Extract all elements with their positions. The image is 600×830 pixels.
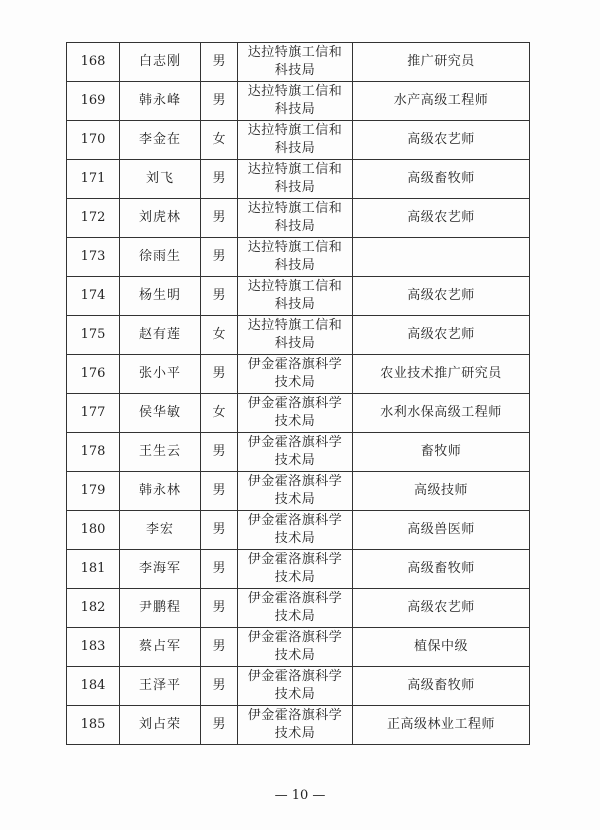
gender-cell: 男 bbox=[201, 667, 238, 706]
organization-cell bbox=[238, 238, 353, 277]
name-cell: 白志刚 bbox=[120, 43, 201, 82]
row-number-cell: 168 bbox=[67, 43, 120, 82]
professional-title-cell: 农业技术推广研究员 bbox=[353, 355, 530, 394]
row-number-cell: 182 bbox=[67, 589, 120, 628]
organization-cell bbox=[238, 316, 353, 355]
professional-title-cell: 高级农艺师 bbox=[353, 589, 530, 628]
gender-cell: 男 bbox=[201, 355, 238, 394]
organization-cell bbox=[238, 589, 353, 628]
table-row bbox=[67, 160, 530, 199]
organization-line: 达拉特旗工信和 bbox=[247, 84, 343, 99]
organization-line: 伊金霍洛旗科学 bbox=[247, 630, 343, 645]
gender-cell: 男 bbox=[201, 589, 238, 628]
organization-cell bbox=[238, 394, 353, 433]
organization-line: 伊金霍洛旗科学 bbox=[247, 474, 343, 489]
organization-cell bbox=[238, 628, 353, 667]
organization-cell bbox=[238, 511, 353, 550]
professional-title-cell bbox=[353, 238, 530, 277]
organization-line: 伊金霍洛旗科学 bbox=[247, 396, 343, 411]
organization-cell bbox=[238, 433, 353, 472]
gender-cell: 男 bbox=[201, 160, 238, 199]
organization-line: 科技局 bbox=[274, 141, 316, 156]
gender-cell: 女 bbox=[201, 394, 238, 433]
row-number-cell: 171 bbox=[67, 160, 120, 199]
table-row bbox=[67, 472, 530, 511]
professional-title-cell: 高级农艺师 bbox=[353, 316, 530, 355]
row-number-cell: 175 bbox=[67, 316, 120, 355]
name-cell: 蔡占军 bbox=[120, 628, 201, 667]
name-cell: 刘虎林 bbox=[120, 199, 201, 238]
organization-cell bbox=[238, 199, 353, 238]
name-cell: 赵有莲 bbox=[120, 316, 201, 355]
organization-line: 技术局 bbox=[274, 453, 316, 468]
name-cell: 张小平 bbox=[120, 355, 201, 394]
row-number-cell: 173 bbox=[67, 238, 120, 277]
table-row bbox=[67, 121, 530, 160]
personnel-table-body bbox=[67, 43, 530, 745]
organization-line: 伊金霍洛旗科学 bbox=[247, 357, 343, 372]
organization-cell bbox=[238, 43, 353, 82]
row-number-cell: 180 bbox=[67, 511, 120, 550]
organization-cell bbox=[238, 355, 353, 394]
gender-cell: 男 bbox=[201, 706, 238, 745]
name-cell: 尹鹏程 bbox=[120, 589, 201, 628]
organization-line: 达拉特旗工信和 bbox=[247, 318, 343, 333]
organization-line: 技术局 bbox=[274, 687, 316, 702]
organization-line: 科技局 bbox=[274, 180, 316, 195]
table-row bbox=[67, 589, 530, 628]
professional-title-cell: 高级技师 bbox=[353, 472, 530, 511]
organization-cell bbox=[238, 706, 353, 745]
row-number-cell: 169 bbox=[67, 82, 120, 121]
organization-line: 伊金霍洛旗科学 bbox=[247, 708, 343, 723]
organization-line: 达拉特旗工信和 bbox=[247, 279, 343, 294]
professional-title-cell: 水利水保高级工程师 bbox=[353, 394, 530, 433]
organization-line: 科技局 bbox=[274, 258, 316, 273]
name-cell: 韩永峰 bbox=[120, 82, 201, 121]
professional-title-cell: 正高级林业工程师 bbox=[353, 706, 530, 745]
organization-line: 科技局 bbox=[274, 297, 316, 312]
professional-title-cell: 高级畜牧师 bbox=[353, 550, 530, 589]
organization-cell bbox=[238, 160, 353, 199]
table-row bbox=[67, 511, 530, 550]
name-cell: 侯华敏 bbox=[120, 394, 201, 433]
name-cell: 杨生明 bbox=[120, 277, 201, 316]
organization-line: 技术局 bbox=[274, 609, 316, 624]
table-row bbox=[67, 43, 530, 82]
gender-cell: 男 bbox=[201, 472, 238, 511]
table-row bbox=[67, 277, 530, 316]
professional-title-cell: 推广研究员 bbox=[353, 43, 530, 82]
gender-cell: 男 bbox=[201, 277, 238, 316]
name-cell: 李宏 bbox=[120, 511, 201, 550]
table-row bbox=[67, 628, 530, 667]
row-number-cell: 184 bbox=[67, 667, 120, 706]
organization-line: 达拉特旗工信和 bbox=[247, 201, 343, 216]
row-number-cell: 185 bbox=[67, 706, 120, 745]
name-cell: 李海军 bbox=[120, 550, 201, 589]
organization-line: 技术局 bbox=[274, 414, 316, 429]
professional-title-cell: 高级畜牧师 bbox=[353, 160, 530, 199]
organization-line: 达拉特旗工信和 bbox=[247, 123, 343, 138]
name-cell: 王泽平 bbox=[120, 667, 201, 706]
organization-line: 达拉特旗工信和 bbox=[247, 45, 343, 60]
table-row bbox=[67, 394, 530, 433]
name-cell: 李金在 bbox=[120, 121, 201, 160]
table-row bbox=[67, 433, 530, 472]
name-cell: 王生云 bbox=[120, 433, 201, 472]
row-number-cell: 183 bbox=[67, 628, 120, 667]
organization-line: 技术局 bbox=[274, 648, 316, 663]
gender-cell: 男 bbox=[201, 238, 238, 277]
table-row bbox=[67, 706, 530, 745]
organization-line: 科技局 bbox=[274, 102, 316, 117]
personnel-table bbox=[66, 42, 530, 745]
organization-line: 达拉特旗工信和 bbox=[247, 162, 343, 177]
organization-line: 伊金霍洛旗科学 bbox=[247, 435, 343, 450]
professional-title-cell: 水产高级工程师 bbox=[353, 82, 530, 121]
professional-title-cell: 高级农艺师 bbox=[353, 277, 530, 316]
row-number-cell: 174 bbox=[67, 277, 120, 316]
table-row bbox=[67, 550, 530, 589]
organization-cell bbox=[238, 82, 353, 121]
name-cell: 徐雨生 bbox=[120, 238, 201, 277]
row-number-cell: 170 bbox=[67, 121, 120, 160]
table-row bbox=[67, 199, 530, 238]
gender-cell: 男 bbox=[201, 199, 238, 238]
row-number-cell: 179 bbox=[67, 472, 120, 511]
gender-cell: 男 bbox=[201, 550, 238, 589]
organization-line: 伊金霍洛旗科学 bbox=[247, 669, 343, 684]
table-row bbox=[67, 238, 530, 277]
organization-cell bbox=[238, 472, 353, 511]
organization-line: 科技局 bbox=[274, 336, 316, 351]
table-row bbox=[67, 355, 530, 394]
row-number-cell: 177 bbox=[67, 394, 120, 433]
name-cell: 刘飞 bbox=[120, 160, 201, 199]
professional-title-cell: 高级农艺师 bbox=[353, 199, 530, 238]
organization-line: 技术局 bbox=[274, 531, 316, 546]
organization-line: 伊金霍洛旗科学 bbox=[247, 591, 343, 606]
name-cell: 刘占荣 bbox=[120, 706, 201, 745]
row-number-cell: 176 bbox=[67, 355, 120, 394]
row-number-cell: 172 bbox=[67, 199, 120, 238]
organization-line: 技术局 bbox=[274, 570, 316, 585]
professional-title-cell: 高级农艺师 bbox=[353, 121, 530, 160]
professional-title-cell: 畜牧师 bbox=[353, 433, 530, 472]
page-number: — 10 — bbox=[274, 788, 326, 803]
table-row bbox=[67, 316, 530, 355]
professional-title-cell: 植保中级 bbox=[353, 628, 530, 667]
organization-line: 技术局 bbox=[274, 375, 316, 390]
organization-line: 伊金霍洛旗科学 bbox=[247, 513, 343, 528]
gender-cell: 男 bbox=[201, 82, 238, 121]
professional-title-cell: 高级畜牧师 bbox=[353, 667, 530, 706]
gender-cell: 女 bbox=[201, 316, 238, 355]
row-number-cell: 181 bbox=[67, 550, 120, 589]
organization-cell bbox=[238, 121, 353, 160]
organization-cell bbox=[238, 277, 353, 316]
table-row bbox=[67, 82, 530, 121]
organization-line: 技术局 bbox=[274, 492, 316, 507]
table-row bbox=[67, 667, 530, 706]
gender-cell: 女 bbox=[201, 121, 238, 160]
organization-line: 伊金霍洛旗科学 bbox=[247, 552, 343, 567]
gender-cell: 男 bbox=[201, 433, 238, 472]
organization-line: 科技局 bbox=[274, 219, 316, 234]
organization-line: 科技局 bbox=[274, 63, 316, 78]
professional-title-cell: 高级兽医师 bbox=[353, 511, 530, 550]
gender-cell: 男 bbox=[201, 511, 238, 550]
organization-cell bbox=[238, 667, 353, 706]
organization-line: 技术局 bbox=[274, 726, 316, 741]
name-cell: 韩永林 bbox=[120, 472, 201, 511]
organization-cell bbox=[238, 550, 353, 589]
organization-line: 达拉特旗工信和 bbox=[247, 240, 343, 255]
row-number-cell: 178 bbox=[67, 433, 120, 472]
gender-cell: 男 bbox=[201, 628, 238, 667]
gender-cell: 男 bbox=[201, 43, 238, 82]
